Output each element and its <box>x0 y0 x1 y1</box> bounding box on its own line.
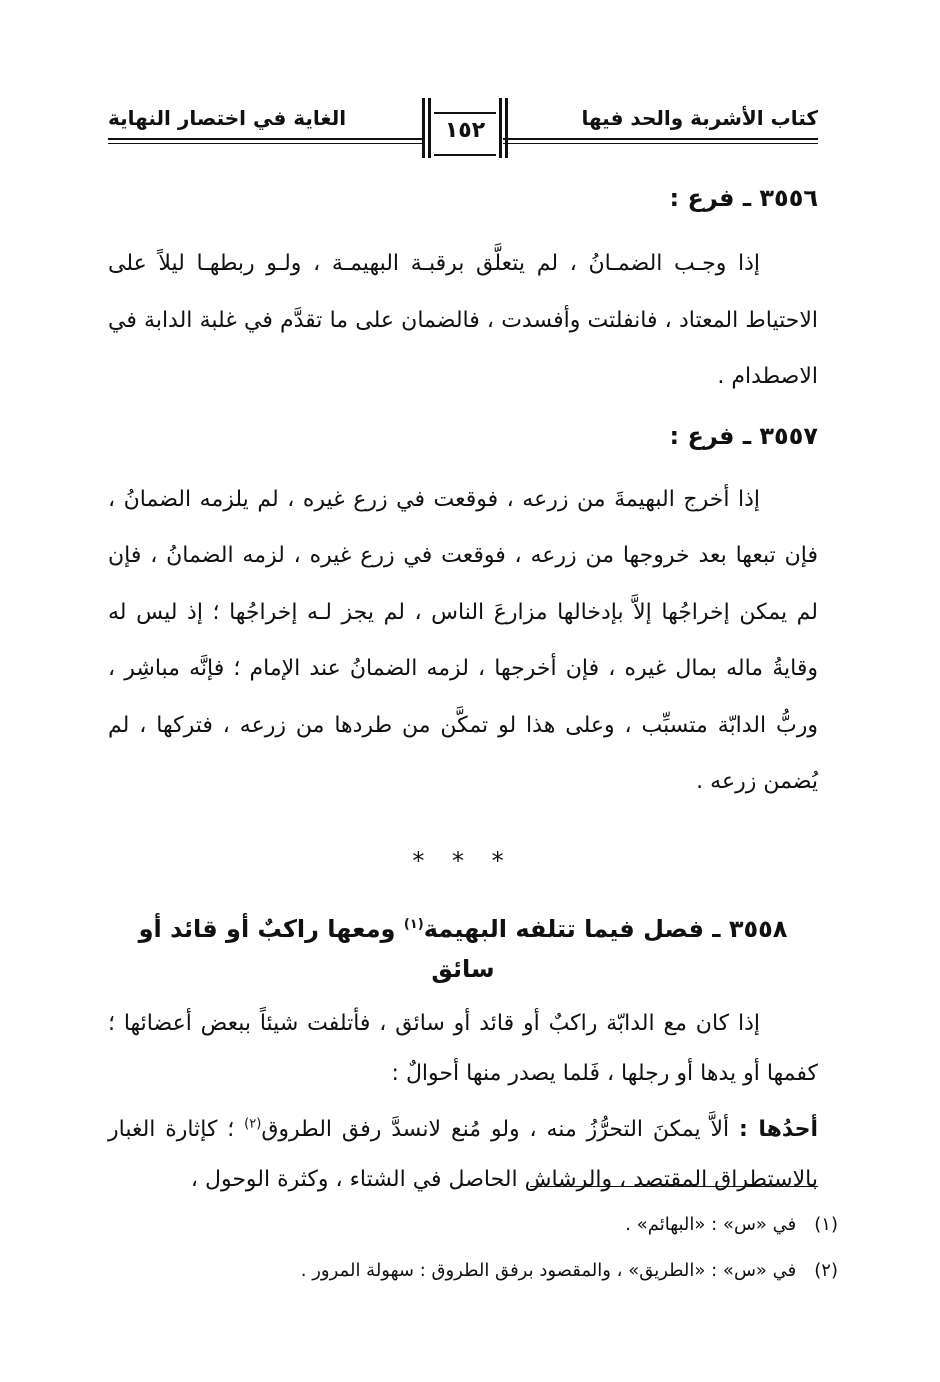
section-heading-3556: ٣٥٥٦ ـ فرع : <box>669 184 818 212</box>
paragraph-3557: إذا أخرج البهيمةَ من زرعه ، فوقعت في زرع غيره ، لم يلزمه الضمانُ ، فإن تبعها بعد خروجها من زرعه ، فوقعت في زرع غيره ، لزمه الضمانُ ، فإن لم يمكن إخراجُها إلاَّ بإدخالها مزارعَ الناس ، لم يجز لـه إخراجُها ؛ إذ ليس له وقايةُ ماله بمال غيره ، فإن أخرجها ، لزمه الضمانُ عند الإمام ؛ فإنَّه مباشِر ، وربُّ الدابّة متسبِّب ، وعلى هذا لو تمكَّن من طردها من زرعه ، فتركها ، لم يُضمن زرعه . <box>108 486 818 794</box>
first-case-text-a: ألاَّ يمكنَ التحرُّزُ منه ، ولو مُنع لانسدَّ رفق الطروق <box>261 1116 740 1142</box>
paragraph-first-case <box>108 1105 818 1205</box>
footnotes <box>108 1202 838 1294</box>
running-head-chapter-title: كتاب الأشربة والحد فيها <box>581 106 818 130</box>
footnote-number: (٢) <box>814 1260 838 1281</box>
header-rule <box>503 143 818 144</box>
paragraph-3558: إذا كان مع الدابّة راكبٌ أو قائد أو سائق ، فأتلفت شيئاً ببعض أعضائها ؛ كفمها أو يدها أو رجلها ، فَلما يصدر منها أحوالٌ : <box>108 1010 818 1086</box>
section-heading-3558 <box>108 909 818 989</box>
header-rule <box>108 143 423 144</box>
footnote-2 <box>108 1248 838 1294</box>
page-number: ١٥٢ <box>444 118 486 143</box>
section-divider-stars: * * * <box>412 846 514 875</box>
footnote-number: (١) <box>814 1214 838 1235</box>
running-head-book-title: الغاية في اختصار النهاية <box>108 106 347 130</box>
header-rule <box>503 138 818 140</box>
footnote-1 <box>108 1202 838 1248</box>
page-number-frame <box>420 92 510 160</box>
footnote-ref-2[interactable]: (٢) <box>244 1116 262 1132</box>
first-case-label: أحدُها : <box>739 1116 819 1142</box>
first-case-text-b: ؛ كإثارة الغبار بالاستطراق المقتصد ، والرشاش الحاصل في الشتاء ، وكثرة الوحول ، <box>108 1116 818 1192</box>
paragraph-3556: إذا وجـب الضمـانُ ، لم يتعلَّق برقبـة البهيمـة ، ولـو ربطهـا ليلاً على الاحتياط المعتاد ، فانفلتت وأفسدت ، فالضمان على ما تقدَّم في غلبة الدابة في الاصطدام . <box>108 251 818 389</box>
footnote-text: في «س» : «الطريق» ، والمقصود برفق الطروق : سهولة المرور . <box>300 1260 797 1281</box>
section-heading-3557: ٣٥٥٧ ـ فرع : <box>669 421 818 450</box>
footnote-separator <box>530 1186 818 1187</box>
footnote-text: في «س» : «البهائم» . <box>625 1214 797 1235</box>
heading-3558-rest: ومعها راكبٌ أو قائد أو سائق <box>138 914 495 983</box>
heading-3558-text: ٣٥٥٨ ـ فصل فيما تتلفه البهيمة <box>423 914 788 943</box>
footnote-ref-1[interactable]: (١) <box>403 916 424 932</box>
header-rule <box>108 138 423 140</box>
page-body <box>108 178 818 1205</box>
page-header <box>108 92 818 162</box>
